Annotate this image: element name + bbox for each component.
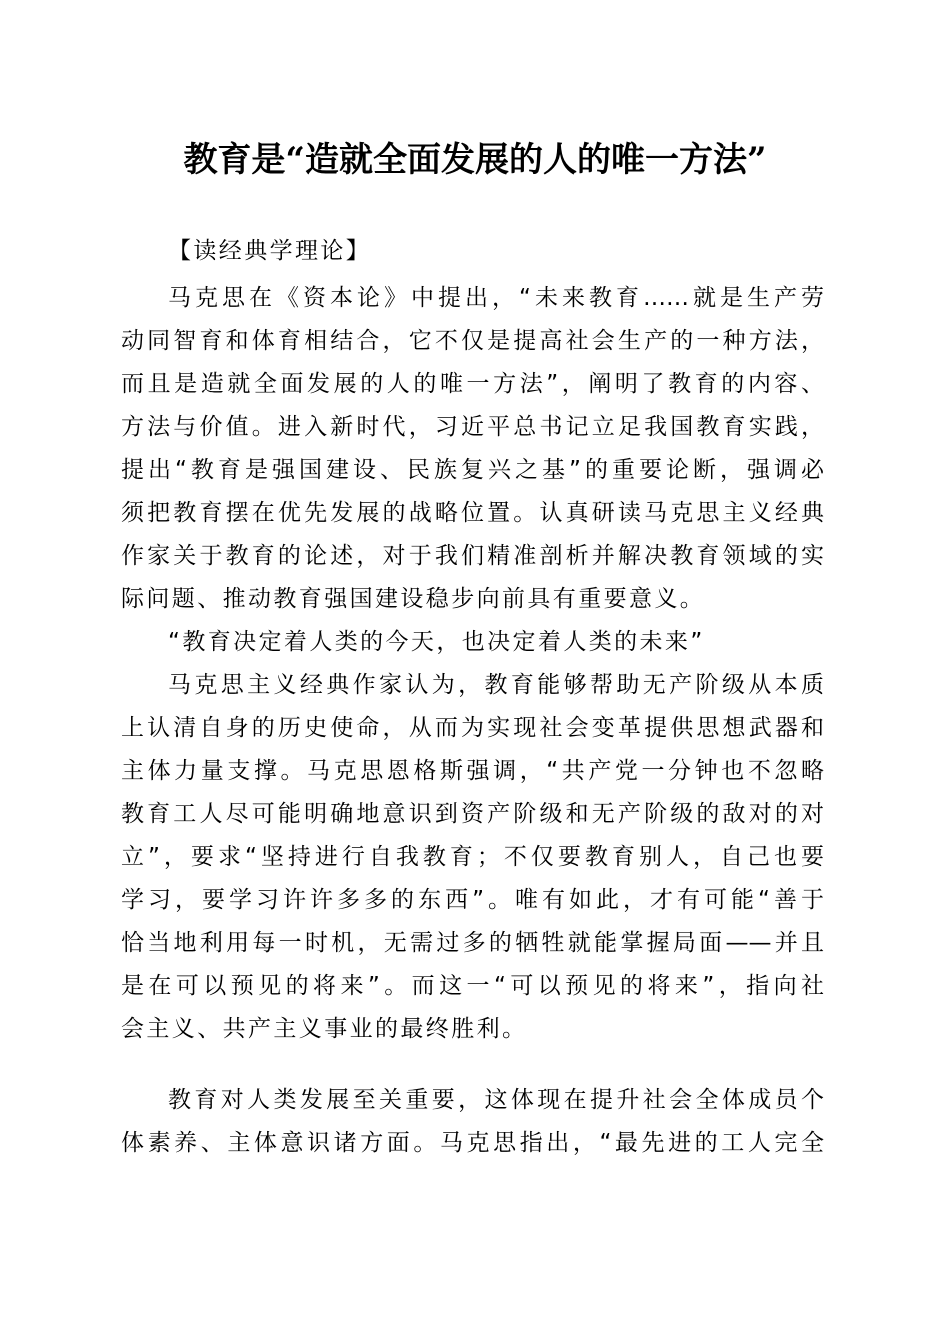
section-label: 【读经典学理论】 [168,238,372,264]
paragraph-2-line-8: 是在可以预见的将来”。而这一“可以预见的将来”，指向社 [121,973,824,999]
paragraph-1-line-7: 作家关于教育的论述，对于我们精准剖析并解决教育领域的实 [121,543,824,569]
paragraph-1-line-6: 须把教育摆在优先发展的战略位置。认真研读马克思主义经典 [121,500,824,526]
paragraph-1-line-4: 方法与价值。进入新时代，习近平总书记立足我国教育实践， [121,414,824,440]
paragraph-2-line-6: 学习，要学习许许多多的东西”。唯有如此，才有可能“善于 [121,887,824,913]
paragraph-1-line-1: 马克思在《资本论》中提出，“未来教育……就是生产劳 [168,285,824,311]
paragraph-2-line-9: 会主义、共产主义事业的最终胜利。 [121,1016,528,1042]
paragraph-2-line-7: 恰当地利用每一时机，无需过多的牺牲就能掌握局面——并且 [121,930,824,956]
document-title: 教育是“造就全面发展的人的唯一方法” [183,140,767,180]
paragraph-2-line-3: 主体力量支撑。马克思恩格斯强调，“共产党一分钟也不忽略 [121,758,824,784]
paragraph-3-line-2: 体素养、主体意识诸方面。马克思指出，“最先进的工人完全 [121,1130,824,1156]
paragraph-1-line-5: 提出“教育是强国建设、民族复兴之基”的重要论断，强调必 [121,457,824,483]
paragraph-3-line-1: 教育对人类发展至关重要，这体现在提升社会全体成员个 [168,1087,824,1113]
paragraph-2-line-2: 上认清自身的历史使命，从而为实现社会变革提供思想武器和 [121,715,824,741]
paragraph-2-line-5: 立”，要求“坚持进行自我教育；不仅要教育别人，自己也要 [121,844,824,870]
paragraph-2-line-4: 教育工人尽可能明确地意识到资产阶级和无产阶级的敌对的对 [121,801,824,827]
paragraph-1-line-3: 而且是造就全面发展的人的唯一方法”，阐明了教育的内容、 [121,371,824,397]
paragraph-1-line-8: 际问题、推动教育强国建设稳步向前具有重要意义。 [121,586,706,612]
subheading: “教育决定着人类的今天，也决定着人类的未来” [168,629,705,655]
paragraph-2-line-1: 马克思主义经典作家认为，教育能够帮助无产阶级从本质 [168,672,824,698]
paragraph-1-line-2: 动同智育和体育相结合，它不仅是提高社会生产的一种方法， [121,328,824,354]
